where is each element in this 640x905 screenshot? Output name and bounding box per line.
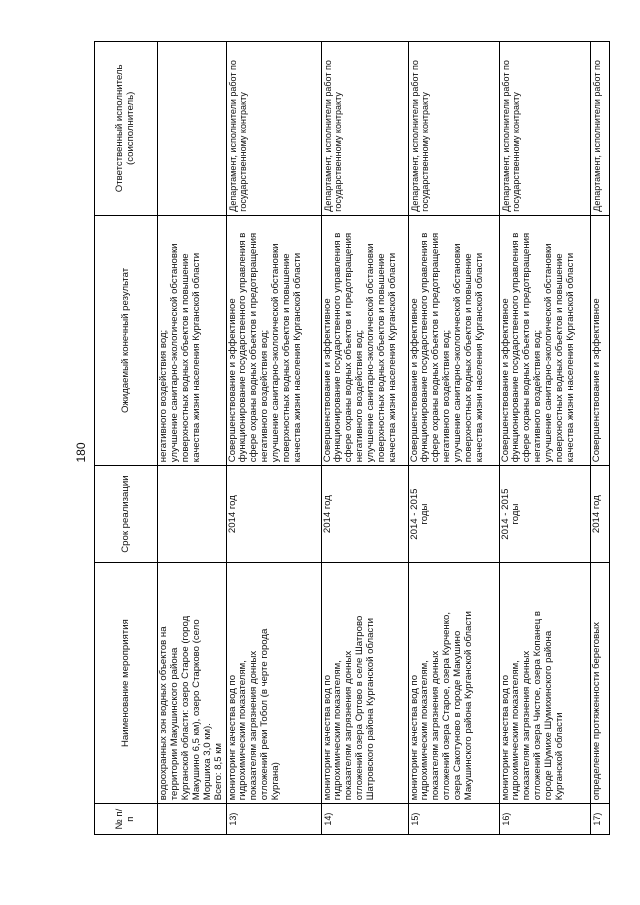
row-term: 2014 год xyxy=(321,466,408,563)
row-name: мониторинг качества вод по гидрохимическим показателям, показателям загрязнения донных отложений озера Ортово в селе Шатрово Шатровского района Курганской области xyxy=(321,563,408,804)
row-term: 2014 год xyxy=(590,466,609,563)
row-executor: Департамент, исполнители работ по государственному контракту xyxy=(499,42,590,216)
row-name: мониторинг качества вод по гидрохимическим показателям, показателям загрязнения донных отложений реки Тобол (в черте города Кургана) xyxy=(226,563,321,804)
page-number: 180 xyxy=(74,442,88,463)
row-result: негативного воздействия вод; улучшение санитарно-экологической обстановки поверхностных водных объектов и повышение качества жизни населения Курганской области xyxy=(158,215,227,466)
row-num: 15) xyxy=(408,804,499,835)
header-result: Ожидаемый конечный результат xyxy=(95,215,158,466)
measures-table xyxy=(94,41,610,835)
row-executor: Департамент, исполнители работ по государственному контракту xyxy=(408,42,499,216)
row-num: 13) xyxy=(226,804,321,835)
row-num xyxy=(158,804,227,835)
row-name: водоохранных зон водных объектов на территории Макушинского района Курганской области: озеро Старое (город Макушино 6,5 км), озеро Старково (село Моршиха 3,0 км). Всего: 8,5 км xyxy=(158,563,227,804)
row-name: определение протяженности береговых xyxy=(590,563,609,804)
row-executor: Департамент, исполнители работ по xyxy=(590,42,609,216)
row-result: Совершенствование и эффективное функционирование государственного управления в сфере охраны водных объектов и предотвращения негативного воздействия вод; улучшение санитарно-экологической обстановки поверхностных водных объектов и повышение качества жизни населения Курганской области xyxy=(408,215,499,466)
row-num: 17) xyxy=(590,804,609,835)
row-executor xyxy=(158,42,227,216)
table-header-row xyxy=(95,42,158,835)
row-term: 2014 год xyxy=(226,466,321,563)
row-result: Совершенствование и эффективное xyxy=(590,215,609,466)
table-row xyxy=(226,42,321,835)
table-row xyxy=(321,42,408,835)
row-name: мониторинг качества вод по гидрохимическим показателям, показателям загрязнения донных отложений озера Старое, озера Курченко, озера Сакотуново в городе Макушино Макушинского района Курганской области xyxy=(408,563,499,804)
row-executor: Департамент, исполнители работ по государственному контракту xyxy=(226,42,321,216)
row-result: Совершенствование и эффективное функционирование государственного управления в сфере охраны водных объектов и предотвращения негативного воздействия вод; улучшение санитарно-экологической обстановки поверхностных водных объектов и повышение качества жизни населения Курганской области xyxy=(499,215,590,466)
row-term: 2014 - 2015 годы xyxy=(408,466,499,563)
header-term: Срок реализации xyxy=(95,466,158,563)
row-result: Совершенствование и эффективное функционирование государственного управления в сфере охраны водных объектов и предотвращения негативного воздействия вод; улучшение санитарно-экологической обстановки поверхностных водных объектов и повышение качества жизни населения Курганской области xyxy=(226,215,321,466)
row-term xyxy=(158,466,227,563)
header-executor: Ответственный исполнитель (соисполнитель) xyxy=(95,42,158,216)
row-executor: Департамент, исполнители работ по государственному контракту xyxy=(321,42,408,216)
table-row xyxy=(499,42,590,835)
row-term: 2014 - 2015 годы xyxy=(499,466,590,563)
row-num: 14) xyxy=(321,804,408,835)
table-row xyxy=(158,42,227,835)
table-row xyxy=(590,42,609,835)
row-result: Совершенствование и эффективное функционирование государственного управления в сфере охраны водных объектов и предотвращения негативного воздействия вод; улучшение санитарно-экологической обстановки поверхностных водных объектов и повышение качества жизни населения Курганской области xyxy=(321,215,408,466)
table-row xyxy=(408,42,499,835)
header-name: Наименование мероприятия xyxy=(95,563,158,804)
row-num: 16) xyxy=(499,804,590,835)
row-name: мониторинг качества вод по гидрохимическим показателям, показателям загрязнения донных отложений озера Чистое, озера Копанец в городе Шумихе Шумихинского района Курганской области xyxy=(499,563,590,804)
header-num: № п/п xyxy=(95,804,158,835)
